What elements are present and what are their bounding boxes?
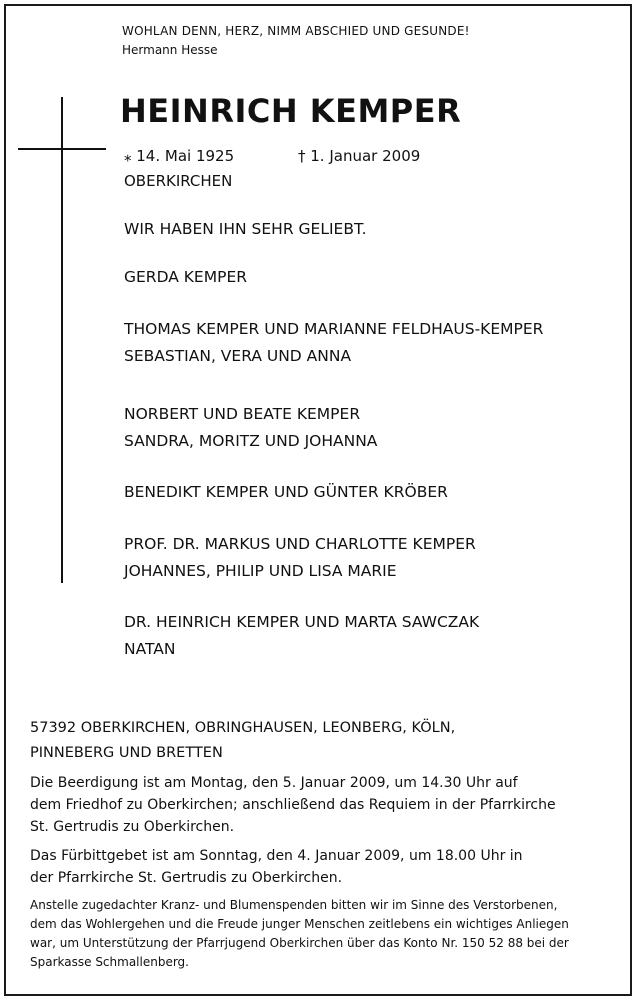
home-place: OBERKIRCHEN — [124, 172, 233, 190]
places-line: 57392 OBERKIRCHEN, OBRINGHAUSEN, LEONBERG, KÖLN, — [30, 720, 456, 736]
prayer-info: der Pfarrkirche St. Gertrudis zu Oberkirchen. — [30, 870, 343, 886]
family-line: BENEDIKT KEMPER UND GÜNTER KRÖBER — [124, 483, 448, 501]
cross-vertical — [61, 97, 63, 583]
quote: WOHLAN DENN, HERZ, NIMM ABSCHIED UND GESUNDE! — [122, 24, 470, 38]
death-date: † 1. Januar 2009 — [298, 147, 421, 165]
funeral-info: St. Gertrudis zu Oberkirchen. — [30, 819, 235, 835]
family-line: SANDRA, MORITZ UND JOHANNA — [124, 432, 378, 450]
birth-date: ⁎ 14. Mai 1925 — [124, 147, 235, 165]
funeral-info: Die Beerdigung ist am Montag, den 5. Januar 2009, um 14.30 Uhr auf — [30, 775, 518, 791]
family-line: THOMAS KEMPER UND MARIANNE FELDHAUS-KEMPER — [124, 320, 544, 338]
cross-horizontal — [18, 148, 106, 150]
family-line: SEBASTIAN, VERA UND ANNA — [124, 347, 352, 365]
prayer-info: Das Fürbittgebet ist am Sonntag, den 4. Januar 2009, um 18.00 Uhr in — [30, 848, 523, 864]
donation-info: Anstelle zugedachter Kranz- und Blumenspenden bitten wir im Sinne des Verstorbenen, — [30, 898, 558, 912]
donation-info: Sparkasse Schmallenberg. — [30, 955, 189, 969]
donation-info: war, um Unterstützung der Pfarrjugend Oberkirchen über das Konto Nr. 150 52 88 bei der — [30, 936, 569, 950]
family-line: NORBERT UND BEATE KEMPER — [124, 405, 361, 423]
family-line: DR. HEINRICH KEMPER UND MARTA SAWCZAK — [124, 613, 480, 631]
family-intro: WIR HABEN IHN SEHR GELIEBT. — [124, 220, 367, 238]
deceased-name: HEINRICH KEMPER — [120, 92, 462, 130]
quote-author: Hermann Hesse — [122, 43, 218, 57]
donation-info: dem das Wohlergehen und die Freude junger Menschen zeitlebens ein wichtiges Anliegen — [30, 917, 569, 931]
family-line: GERDA KEMPER — [124, 268, 248, 286]
places-line: PINNEBERG UND BRETTEN — [30, 745, 223, 761]
family-line: PROF. DR. MARKUS UND CHARLOTTE KEMPER — [124, 535, 476, 553]
funeral-info: dem Friedhof zu Oberkirchen; anschließend das Requiem in der Pfarrkirche — [30, 797, 556, 813]
family-line: NATAN — [124, 640, 176, 658]
family-line: JOHANNES, PHILIP UND LISA MARIE — [124, 562, 397, 580]
